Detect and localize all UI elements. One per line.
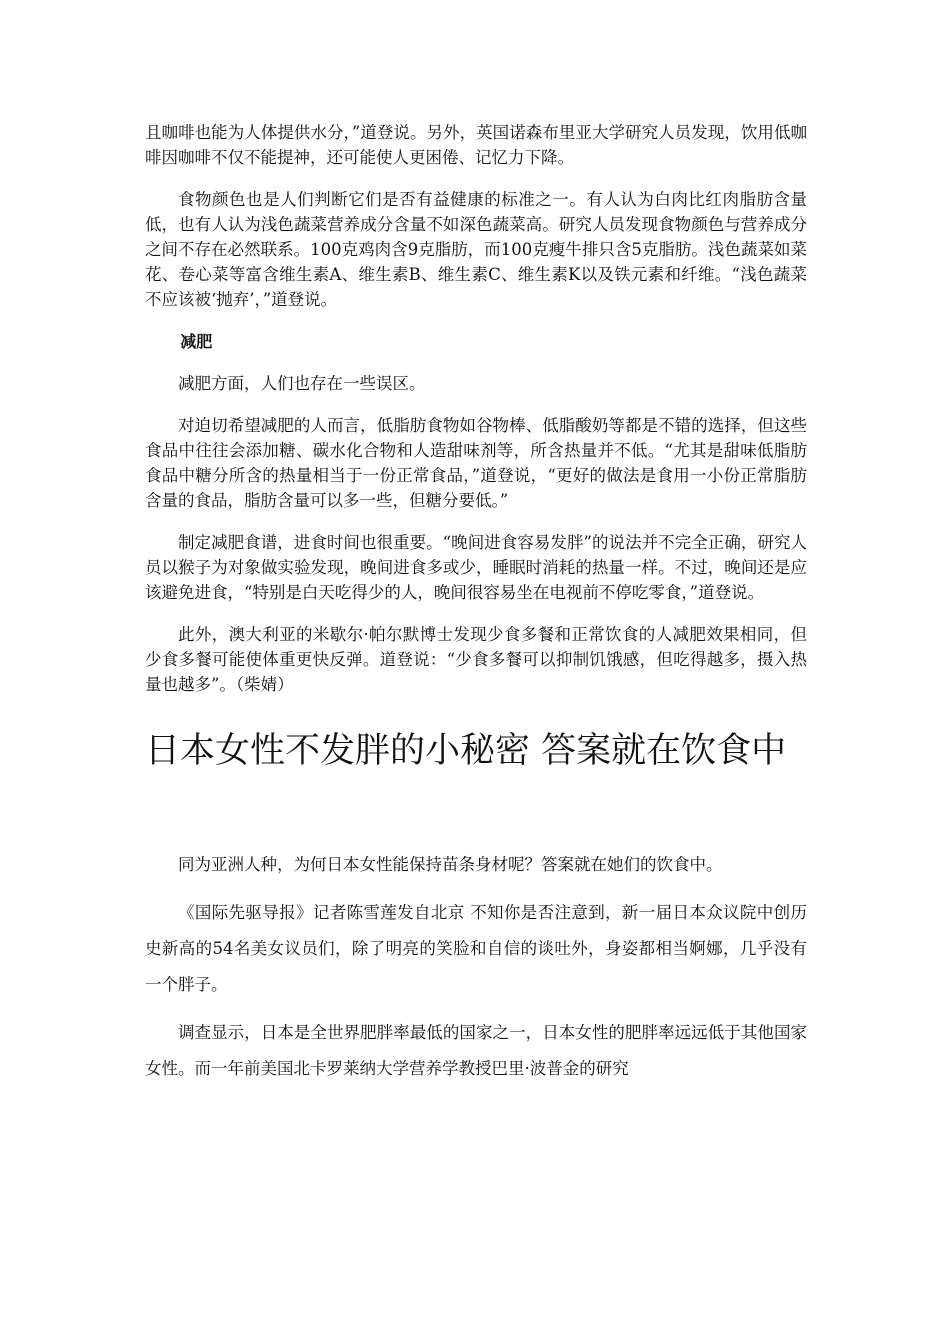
paragraph-coffee-continued: 且咖啡也能为人体提供水分，”道登说。另外，英国诺森布里亚大学研究人员发现，饮用低咖啡因咖啡不仅不能提神，还可能使人更困倦、记忆力下降。 (145, 123, 807, 167)
paragraph-meal-timing: 制定减肥食谱，进食时间也很重要。“晚间进食容易发胖”的说法并不完全正确，研究人员以猴子为对象做实验发现，晚间进食多或少，睡眠时消耗的热量一样。不过，晚间还是应该避免进食，“特别是白天吃得少的人，晚间很容易坐在电视前不停吃零食，”道登说。 (145, 533, 807, 602)
paragraph-small-meals: 此外，澳大利亚的米歇尔·帕尔默博士发现少食多餐和正常饮食的人减肥效果相同，但少食多餐可能使体重更快反弹。道登说：“少食多餐可以抑制饥饿感，但吃得越多，摄入热量也越多”。（柴婧） (145, 625, 807, 694)
document-page (145, 120, 807, 1099)
paragraph-survey: 调查显示，日本是全世界肥胖率最低的国家之一，日本女性的肥胖率远远低于其他国家女性。而一年前美国北卡罗莱纳大学营养学教授巴里·波普金的研究 (145, 1023, 807, 1078)
section-heading-weight-loss: 减肥 (180, 332, 213, 351)
paragraph-weight-loss-intro: 减肥方面，人们也存在一些误区。 (178, 374, 426, 393)
article-title: 日本女性不发胖的小秘密 答案就在饮食中 (145, 731, 787, 771)
paragraph-reporter: 《国际先驱导报》记者陈雪莲发自北京 不知你是否注意到，新一届日本众议院中创历史新高的54名美女议员们，除了明亮的笑脸和自信的谈吐外，身姿都相当婀娜，几乎没有一个胖子。 (145, 903, 807, 994)
paragraph-food-color: 食物颜色也是人们判断它们是否有益健康的标准之一。有人认为白肉比红肉脂肪含量低，也有人认为浅色蔬菜营养成分含量不如深色蔬菜高。研究人员发现食物颜色与营养成分之间不存在必然联系。100克鸡肉含9克脂肪，而100克瘦牛排只含5克脂肪。浅色蔬菜如菜花、卷心菜等富含维生素A、维生素B、维生素C、维生素K以及铁元素和纤维。“浅色蔬菜不应该被‘抛弃’，”道登说。 (145, 190, 807, 309)
paragraph-low-fat-foods: 对迫切希望减肥的人而言，低脂肪食物如谷物棒、低脂酸奶等都是不错的选择，但这些食品中往往会添加糖、碳水化合物和人造甜味剂等，所含热量并不低。“尤其是甜味低脂肪食品中糖分所含的热量相当于一份正常食品，”道登说，“更好的做法是食用一小份正常脂肪含量的食品，脂肪含量可以多一些，但糖分要低。” (145, 416, 807, 510)
paragraph-lead: 同为亚洲人种，为何日本女性能保持苗条身材呢？答案就在她们的饮食中。 (178, 855, 723, 874)
